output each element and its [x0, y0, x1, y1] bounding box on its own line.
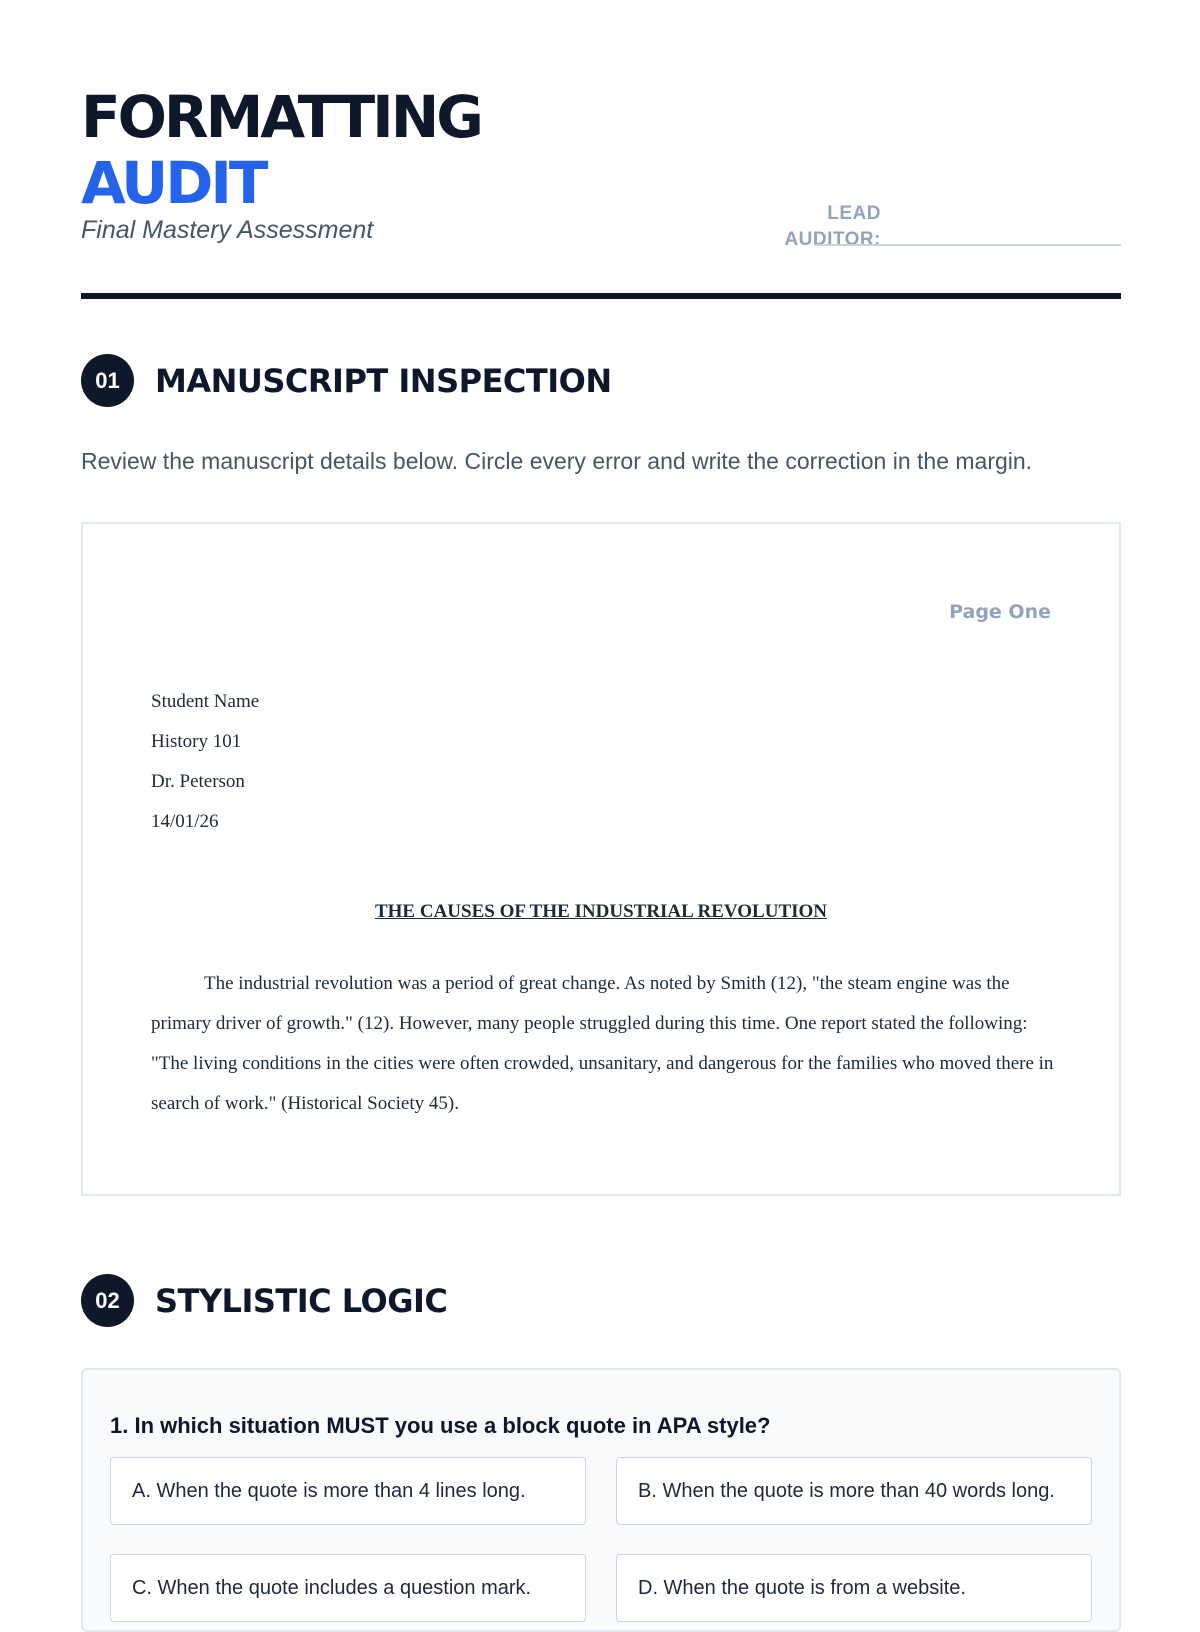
- answer-option-b[interactable]: B. When the quote is more than 40 words long.: [616, 1457, 1092, 1525]
- paper-body-paragraph: The industrial revolution was a period of great change. As noted by Smith (12), "the steam engine was the primary driver of growth." (12). However, many people struggled during this time. One report stated the following: "The living conditions in the cities were often crowded, unsanitary, and dangerous for the families who moved there in search of work." (Historical Society 45).: [151, 973, 1054, 1114]
- page-header-label: Page One: [949, 601, 1051, 623]
- worksheet-title: [81, 84, 481, 216]
- heading-instructor: Dr. Peterson: [151, 771, 245, 792]
- answer-option-d[interactable]: D. When the quote is from a website.: [616, 1554, 1092, 1622]
- header-divider: [81, 293, 1121, 299]
- heading-student-name: Student Name: [151, 691, 260, 712]
- heading-date: 14/01/26: [151, 811, 219, 832]
- answer-option-c[interactable]: C. When the quote includes a question mark.: [110, 1554, 586, 1622]
- manuscript-heading: [151, 682, 259, 842]
- answer-option-a[interactable]: A. When the quote is more than 4 lines long.: [110, 1457, 586, 1525]
- paper-title: THE CAUSES OF THE INDUSTRIAL REVOLUTION: [374, 901, 828, 922]
- section-header-stylistic-logic: [81, 1274, 447, 1327]
- section-number-badge: 01: [81, 354, 134, 407]
- title-line-formatting: FORMATTING: [81, 83, 481, 151]
- section-header-manuscript-inspection: [81, 354, 612, 407]
- section-title: MANUSCRIPT INSPECTION: [155, 361, 612, 400]
- section-number-badge: 02: [81, 1274, 134, 1327]
- question-card: [81, 1368, 1121, 1632]
- section-instructions: Review the manuscript details below. Circle every error and write the correction in the margin.: [81, 448, 1033, 474]
- heading-course: History 101: [151, 731, 242, 752]
- manuscript-sample: [81, 522, 1121, 1196]
- section-title: STYLISTIC LOGIC: [155, 1281, 448, 1320]
- question-prompt: 1. In which situation MUST you use a block quote in APA style?: [110, 1413, 771, 1438]
- auditor-label-line2: AUDITOR:: [784, 229, 881, 250]
- title-line-audit: AUDIT: [81, 149, 266, 217]
- auditor-label-line1: LEAD: [827, 203, 881, 224]
- lead-auditor-signature-line[interactable]: [814, 244, 1121, 246]
- worksheet-subtitle: Final Mastery Assessment: [81, 216, 374, 244]
